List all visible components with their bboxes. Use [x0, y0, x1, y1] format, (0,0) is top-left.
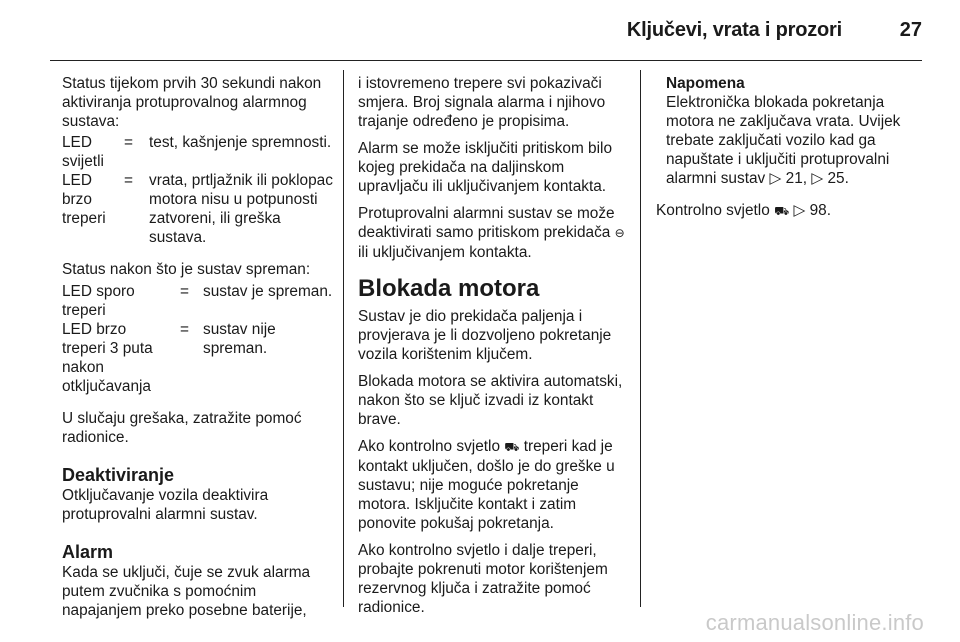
status-ready-paragraph: Status nakon što je sustav spreman:	[62, 261, 311, 278]
page-number: 27	[899, 19, 922, 41]
alarm-switch-off-paragraph: Alarm se može isključiti pritiskom bilo kojeg prekidača na daljinskom upravljaču ili uključivanjem kontakta.	[358, 140, 613, 195]
page-reference-link[interactable]: 98.	[809, 202, 831, 219]
definition-row	[62, 133, 334, 171]
note-heading: Napomena	[666, 75, 745, 92]
definition-equals: =	[180, 283, 189, 300]
page-header-title: Ključevi, vrata i prozori	[626, 19, 842, 41]
immobilizer-paragraph-1: Sustav je dio prekidača paljenja i provjerava je li dozvoljeno pokretanje vozila korištenim ključem.	[358, 308, 612, 363]
column-3	[656, 74, 918, 229]
section-heading-alarm: Alarm	[62, 542, 114, 562]
definition-term: LED brzo treperi	[62, 172, 106, 227]
definition-term: LED svijetli	[62, 134, 104, 170]
status-definition-list	[62, 133, 334, 247]
section-heading-immobilizer: Blokada motora	[358, 275, 540, 302]
column-divider-2	[640, 70, 641, 607]
section-heading-deactivation: Deaktiviranje	[62, 465, 175, 485]
alarm-continued-paragraph: i istovremeno trepere svi pokazivači smjera. Broj signala alarma i njihovo trajanje određeno je propisima.	[358, 75, 606, 130]
immobilizer-paragraph-4: Ako kontrolno svjetlo i dalje treperi, probajte pokrenuti motor korištenjem rezervnog ključa i zatražite pomoć radionice.	[358, 542, 608, 616]
definition-row	[62, 282, 334, 320]
text-span: Kontrolno svjetlo	[656, 202, 770, 219]
immobilizer-paragraph-2: Blokada motora se aktivira automatski, nakon što se ključ izvadi iz kontakt brave.	[358, 373, 623, 428]
alarm-paragraph: Kada se uključi, čuje se zvuk alarma putem zvučnika s pomoćnim napajanjem preko posebne baterije,	[62, 564, 311, 619]
reference-arrow-icon: ▷	[769, 170, 782, 187]
watermark: carmanualsonline.info	[705, 610, 924, 635]
definition-equals: =	[180, 321, 189, 338]
reference-arrow-icon: ▷	[793, 202, 806, 219]
lock-switch-icon: ⊖	[614, 226, 625, 240]
definition-description: test, kašnjenje spremnosti.	[149, 134, 332, 151]
definition-term: LED brzo treperi 3 puta nakon otključavanja	[62, 321, 153, 395]
column-2	[358, 74, 630, 625]
page-reference-link[interactable]: 21,	[785, 170, 808, 187]
column-divider-1	[343, 70, 344, 607]
immobilizer-paragraph-3	[358, 437, 630, 533]
text-span: Elektronička blokada pokretanja motora ne zaključava vrata. Uvijek trebate zaključati vozilo kad ga napuštate i uključiti protuprovalni alarmni sustav	[666, 94, 901, 187]
text-span: treperi kad je kontakt uključen, došlo je do greške u sustavu; nije moguće pokretanje motora. Isključite kontakt i zatim ponovite pokušaj pokretanja.	[358, 438, 615, 532]
errors-paragraph: U slučaju grešaka, zatražite pomoć radionice.	[62, 410, 302, 446]
text-span: Protuprovalni alarmni sustav se može deaktivirati samo pritiskom prekidača	[358, 205, 615, 241]
immobilizer-lamp-icon: ⛟	[774, 204, 790, 218]
status-intro-paragraph: Status tijekom prvih 30 sekundi nakon aktiviranja protuprovalnog alarmnog sustava:	[62, 75, 322, 130]
definition-row	[62, 320, 334, 396]
text-span: Ako kontrolno svjetlo	[358, 438, 501, 455]
note-body	[666, 93, 918, 188]
alarm-deactivate-paragraph	[358, 204, 630, 262]
definition-description: sustav nije spreman.	[203, 321, 276, 357]
definition-description: vrata, prtljažnik ili poklopac motora nisu u potpunosti zatvoreni, ili greška sustava.	[149, 172, 333, 246]
deactivation-paragraph: Otključavanje vozila deaktivira protuprovalni alarmni sustav.	[62, 487, 269, 523]
ready-definition-list	[62, 282, 334, 396]
control-lamp-paragraph	[656, 201, 918, 221]
immobilizer-lamp-icon: ⛟	[504, 440, 520, 454]
definition-term: LED sporo treperi	[62, 283, 135, 319]
reference-arrow-icon: ▷	[811, 170, 824, 187]
definition-equals: =	[124, 134, 133, 151]
page-reference-link[interactable]: 25.	[827, 170, 849, 187]
text-span: ili uključivanjem kontakta.	[358, 244, 532, 261]
definition-row	[62, 171, 334, 247]
column-1	[62, 74, 334, 628]
header-rule	[50, 60, 922, 61]
definition-equals: =	[124, 172, 133, 189]
definition-description: sustav je spreman.	[203, 283, 333, 300]
